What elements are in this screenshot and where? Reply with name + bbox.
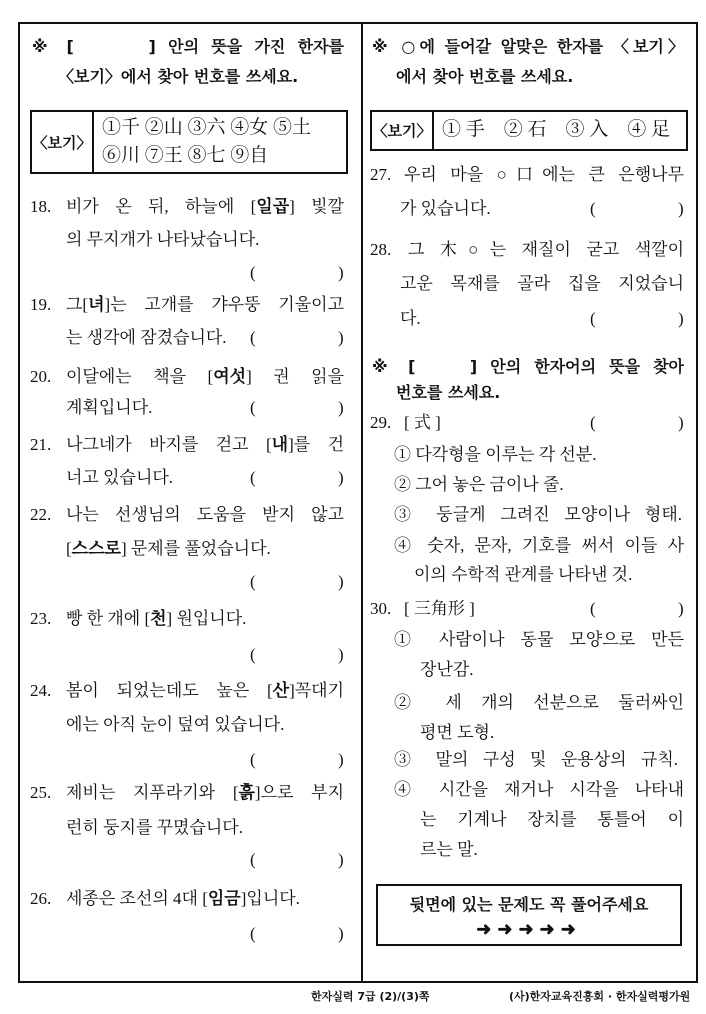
question-text: [스스로] 문제를 풀었습니다.: [66, 539, 271, 558]
question-text: 는 생각에 잠겼습니다.: [66, 328, 227, 347]
answer-blank-close: ): [338, 924, 344, 943]
question-text: 우리 마을 ○口에는 큰 은행나무: [404, 165, 684, 184]
question-text: 에는 아직 눈이 덮여 있습니다.: [66, 715, 285, 734]
answer-blank-close: ): [338, 398, 344, 417]
question-text: 나는 선생님의 도움을 받지 않고: [66, 505, 344, 524]
question-number: 24.: [30, 681, 52, 700]
question-text: 고운 목재를 골라 집을 지었습니: [400, 274, 684, 293]
footer-page-info: 한자실력 7급 (2)/(3)쪽: [311, 990, 430, 1003]
question-text: 빵 한 개에 [천] 원입니다.: [66, 609, 247, 628]
boki-box: [30, 110, 348, 174]
question-number: 18.: [30, 197, 52, 216]
question-text: 런히 둥지를 꾸몄습니다.: [66, 818, 243, 837]
answer-blank-close: ): [678, 599, 684, 618]
option: 이의 수학적 관계를 나타낸 것.: [414, 565, 633, 584]
answer-blank-open[interactable]: (: [250, 645, 256, 664]
answer-blank-close: ): [338, 328, 344, 347]
question-number: 28.: [370, 240, 392, 259]
answer-blank-close: ): [678, 309, 684, 328]
answer-blank-open[interactable]: (: [250, 572, 256, 591]
boki-label: 〈보기〉: [372, 112, 434, 149]
question-text: 세종은 조선의 4대 [임금]입니다.: [66, 889, 300, 908]
question-number: 22.: [30, 505, 52, 524]
question-number: 19.: [30, 295, 52, 314]
question-number: 21.: [30, 435, 52, 454]
question-text: 이달에는 책을 [여섯] 권 읽을: [66, 367, 344, 386]
question-number: 20.: [30, 367, 52, 386]
boki-options: ① 手 ② 石 ③ 入 ④ 足: [442, 119, 671, 140]
answer-blank-close: ): [678, 199, 684, 218]
answer-blank-close: ): [678, 413, 684, 432]
boki-box: [370, 110, 688, 151]
option: 평면 도형.: [420, 723, 495, 742]
option: ② 세 개의 선분으로 둘러싸인: [394, 693, 684, 712]
answer-blank-open[interactable]: (: [250, 398, 256, 417]
option: ④ 숫자, 문자, 기호를 써서 이들 사: [394, 536, 684, 555]
arrow-icons: ➜➜➜➜➜: [476, 919, 582, 939]
option: ② 그어 놓은 금이나 줄.: [394, 475, 564, 494]
question-number: 26.: [30, 889, 52, 908]
section-heading: ※ [ ] 안의 한자어의 뜻을 찾아: [372, 357, 684, 376]
answer-blank-open[interactable]: (: [590, 413, 596, 432]
section-heading: 번호를 쓰세요.: [396, 383, 501, 402]
question-text: 계획입니다.: [66, 398, 153, 417]
answer-blank-open[interactable]: (: [590, 309, 596, 328]
option: ③ 둥글게 그려진 모양이나 형태.: [394, 505, 682, 524]
answer-blank-open[interactable]: (: [250, 263, 256, 282]
question-text: 너고 있습니다.: [66, 468, 174, 487]
option: ① 사람이나 동물 모양으로 만든: [394, 630, 684, 649]
question-text: 의 무지개가 나타났습니다.: [66, 230, 260, 249]
option: 는 기계나 장치를 통틀어 이: [420, 810, 684, 829]
section-heading: ※ [ ] 안의 뜻을 가진 한자를: [32, 37, 344, 56]
answer-blank-open[interactable]: (: [250, 850, 256, 869]
answer-blank-open[interactable]: (: [250, 750, 256, 769]
answer-blank-open[interactable]: (: [590, 199, 596, 218]
answer-blank-open[interactable]: (: [250, 468, 256, 487]
notice-text: 뒷면에 있는 문제도 꼭 풀어주세요: [409, 895, 649, 914]
column-divider: [361, 22, 363, 983]
section-heading: ※ ○에 들어갈 알맞은 한자를 〈보기〉: [372, 37, 684, 56]
answer-blank-close: ): [338, 572, 344, 591]
option: 르는 말.: [420, 840, 478, 859]
question-word: [ 三角形 ]: [404, 599, 475, 618]
answer-blank-close: ): [338, 645, 344, 664]
question-word: [ 式 ]: [404, 413, 441, 432]
answer-blank-close: ): [338, 468, 344, 487]
question-text: 가 있습니다.: [400, 199, 491, 218]
question-number: 30.: [370, 599, 392, 618]
question-text: 그 木○는 재질이 굳고 색깔이: [408, 240, 684, 259]
question-number: 27.: [370, 165, 392, 184]
option: ③ 말의 구성 및 운용상의 규칙.: [394, 750, 678, 769]
section-heading: 〈보기〉에서 찾아 번호를 쓰세요.: [58, 67, 299, 86]
answer-blank-close: ): [338, 263, 344, 282]
question-number: 23.: [30, 609, 52, 628]
question-text: 제비는 지푸라기와 [흙]으로 부지: [66, 783, 344, 802]
question-text: 그[녀]는 고개를 갸우뚱 기울이고: [66, 295, 344, 314]
question-text: 봄이 되었는데도 높은 [산]꼭대기: [66, 681, 344, 700]
question-text: 나그네가 바지를 걷고 [내]를 건: [66, 435, 344, 454]
option: ④ 시간을 재거나 시각을 나타내: [394, 780, 684, 799]
footer-publisher: (사)한자교육진흥회 · 한자실력평가원: [509, 990, 691, 1003]
option: 장난감.: [420, 660, 474, 679]
answer-blank-close: ): [338, 850, 344, 869]
answer-blank-close: ): [338, 750, 344, 769]
answer-blank-open[interactable]: (: [590, 599, 596, 618]
answer-blank-open[interactable]: (: [250, 924, 256, 943]
question-number: 25.: [30, 783, 52, 802]
option: ① 다각형을 이루는 각 선분.: [394, 445, 597, 464]
answer-blank-open[interactable]: (: [250, 328, 256, 347]
question-text: 다.: [400, 309, 421, 328]
boki-options: ⑥川 ⑦王 ⑧七 ⑨自: [102, 145, 269, 166]
boki-options: ①千 ②山 ③六 ④女 ⑤土: [102, 117, 312, 138]
question-text: 비가 온 뒤, 하늘에 [일곱] 빛깔: [66, 197, 344, 216]
question-number: 29.: [370, 413, 392, 432]
boki-label: 〈보기〉: [32, 112, 94, 172]
section-heading: 에서 찾아 번호를 쓰세요.: [396, 67, 574, 86]
turn-over-notice: [376, 884, 682, 946]
